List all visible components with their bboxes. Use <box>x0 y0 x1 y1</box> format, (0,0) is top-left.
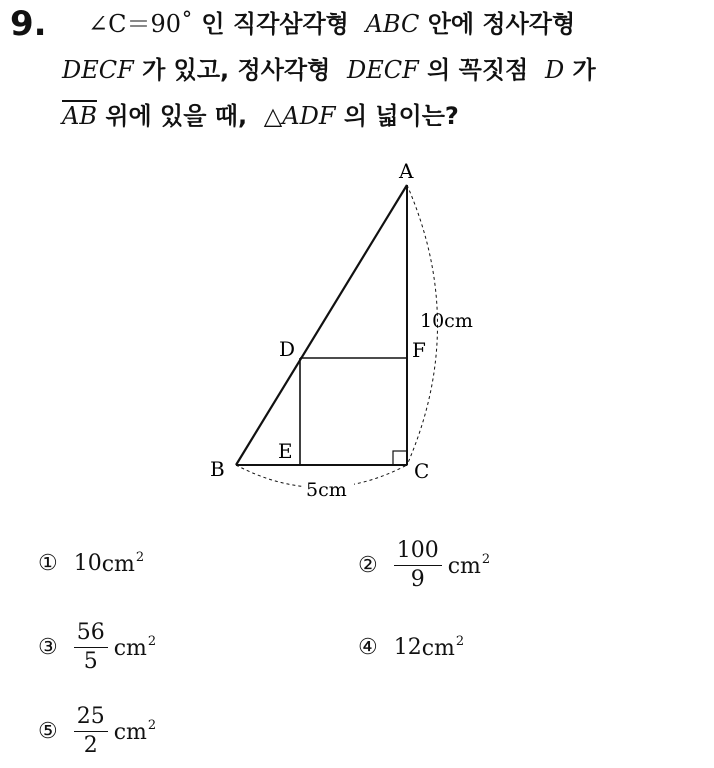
choice-fraction: $\frac{100}{9}$ <box>394 538 442 593</box>
length-label-ac: 10cm <box>420 310 473 332</box>
side-ab <box>236 185 407 465</box>
choice-mark: ⑤ <box>38 719 58 744</box>
choice-fraction: $\frac{56}{5}$ <box>74 620 108 675</box>
choice-unit: $cm^2$ <box>113 634 157 661</box>
vertex-name: D <box>544 56 565 84</box>
question-text: 위에 있을 때, <box>105 102 248 130</box>
label-b: B <box>210 457 225 481</box>
choice-1[interactable] <box>38 550 144 577</box>
choice-unit: $cm^2$ <box>101 550 145 577</box>
choice-value: 10 <box>73 551 102 576</box>
angle-condition: ∠C＝90˚ <box>88 10 194 38</box>
choice-value: 12 <box>393 635 422 660</box>
choice-mark: ③ <box>38 635 58 660</box>
square-name: DECF <box>62 56 134 84</box>
question-text: 의 꼭짓점 <box>427 56 529 84</box>
choice-unit: $cm^2$ <box>113 718 157 745</box>
problem-number: 9. <box>10 4 47 44</box>
label-f: F <box>412 338 426 362</box>
question-text: 가 있고, 정사각형 <box>142 56 331 84</box>
label-a: A <box>399 159 414 183</box>
choice-unit: $cm^2$ <box>447 552 491 579</box>
label-c: C <box>414 459 430 483</box>
question-text: 의 넓이는? <box>343 102 459 130</box>
segment-name: $\overline{AB}$ <box>62 102 97 130</box>
question-text: 안에 정사각형 <box>427 10 576 38</box>
choice-5[interactable] <box>38 704 156 759</box>
right-angle-mark <box>393 451 407 465</box>
target-triangle: △ADF <box>263 102 336 130</box>
label-e: E <box>278 439 293 463</box>
label-d: D <box>279 337 296 361</box>
question-text: 인 직각삼각형 <box>201 10 349 38</box>
choice-2[interactable] <box>358 538 490 593</box>
question-text: 가 <box>572 56 596 84</box>
choice-mark: ② <box>358 553 378 578</box>
choice-unit: $cm^2$ <box>421 634 465 661</box>
length-label-bc: 5cm <box>306 479 347 501</box>
choice-fraction: $\frac{25}{2}$ <box>74 704 108 759</box>
choice-4[interactable] <box>358 634 464 661</box>
choice-mark: ④ <box>358 635 378 660</box>
choice-mark: ① <box>38 551 58 576</box>
choice-3[interactable] <box>38 620 156 675</box>
square-name: DECF <box>346 56 419 84</box>
triangle-name: ABC <box>365 10 420 38</box>
